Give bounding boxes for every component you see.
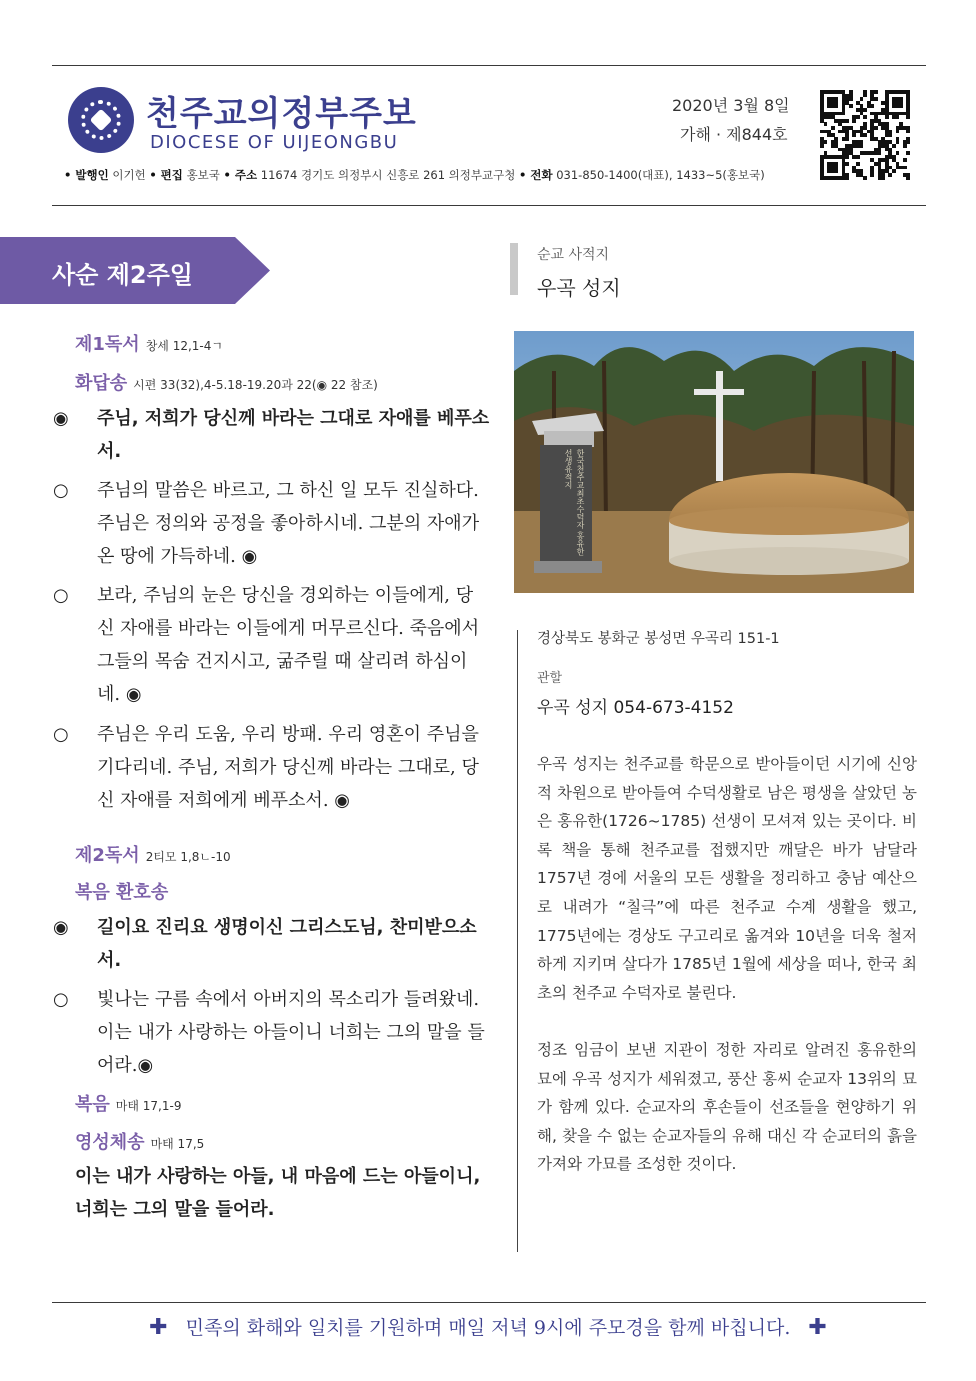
memorial-stone-inscription: 한국천주교최초수덕자 홍유한선생유적지: [564, 449, 585, 556]
qr-module: [856, 155, 860, 159]
qr-module: [903, 158, 907, 162]
psalm-ref: 시편 33(32),4-5.18-19.20과 22(◉ 22 참조): [133, 378, 378, 392]
editor-label: • 편집: [149, 168, 183, 182]
qr-module: [845, 137, 849, 141]
psalm-verse-3: [53, 718, 490, 817]
qr-module: [870, 104, 874, 108]
psalm-label: 화답송: [75, 373, 128, 394]
address-label: • 주소: [223, 168, 258, 182]
qr-module: [863, 133, 867, 137]
qr-module: [831, 126, 835, 130]
cross-icon: ✚: [808, 1315, 827, 1340]
issue-date: 2020년 3월 8일: [672, 96, 790, 115]
acclamation-label: 복음 환호송: [75, 882, 169, 903]
communion-ref: 마태 17,5: [150, 1137, 205, 1151]
masthead-subtitle: DIOCESE OF UIJEONGBU: [150, 132, 399, 153]
qr-module: [896, 115, 900, 119]
qr-module: [888, 133, 892, 137]
qr-module: [906, 130, 910, 134]
qr-module: [860, 97, 864, 101]
shrine-paragraph-1: 우곡 성지는 천주교를 학문으로 받아들이던 시기에 신앙적 차원으로 받아들여 수덕생활로 남은 평생을 살았던 농은 홍유한(1726~1785) 선생이 모셔져 있는 곳이다. 비록 책을 통해 천주교를 접했지만 깨달은 바가 남달라 1757년 경에 서울의 모든 생활을 정리하고 충남 예산으로 내려가 “칠극”에 따른 천주교 수계 생활을 했고, 1775년에는 경상도 구고리로 옮겨와 10년을 더욱 철저하게 지키며 살다가 1785년 1월에 세상을 떠나, 한국 최초의 천주교 수덕자로 불린다.: [537, 755, 917, 1002]
gospel-heading: [75, 1090, 181, 1116]
qr-module: [870, 173, 874, 177]
qr-module: [845, 119, 849, 123]
qr-module: [892, 169, 896, 173]
column-divider: [517, 630, 518, 1252]
qr-module: [820, 144, 824, 148]
qr-module: [896, 130, 900, 134]
qr-module: [881, 176, 885, 180]
qr-module: [906, 115, 910, 119]
section-marker-bar: [510, 243, 518, 295]
qr-module: [834, 169, 838, 173]
management-label: 관할: [537, 671, 563, 686]
acclamation-response-text: 길이요 진리요 생명이신 그리스도님, 찬미받으소서.: [97, 917, 477, 971]
reading1-ref: 창세 12,1-4ㄱ: [145, 339, 223, 353]
management-contact: 우곡 성지 054-673-4152: [537, 698, 734, 718]
issue-number: 가해 · 제844호: [680, 125, 788, 144]
qr-module: [906, 151, 910, 155]
qr-module: [824, 122, 828, 126]
verse-mark: ○: [53, 480, 69, 501]
qr-module: [824, 140, 828, 144]
response-mark: ◉: [53, 408, 69, 429]
phone-label: • 전화: [519, 168, 553, 182]
acclamation-verse: [53, 983, 490, 1082]
qr-module: [906, 140, 910, 144]
communion-label: 영성체송: [75, 1132, 145, 1153]
gospel-label: 복음: [75, 1094, 110, 1115]
psalm-heading: [75, 369, 378, 395]
section-category: 순교 사적지: [537, 247, 610, 263]
shrine-paragraph-2: 정조 임금이 보낸 지관이 정한 자리로 알려진 홍유한의 묘에 우곡 성지가 세워졌고, 풍산 홍씨 순교자 13위의 묘가 함께 있다. 순교자의 후손들이 선조들을 현양하기 위해, 찾을 수 없는 순교자들의 유해 대신 각 순교터의 흙을 가져와 가묘를 조성한 것이다.: [537, 1041, 917, 1174]
qr-module: [885, 115, 889, 119]
cross-icon: ✚: [149, 1315, 168, 1340]
publisher-label: • 발행인: [64, 168, 109, 182]
qr-module: [892, 144, 896, 148]
header-bottom-rule: [52, 205, 926, 206]
section-title: 우곡 성지: [537, 276, 621, 300]
qr-module: [874, 90, 878, 94]
qr-module: [845, 162, 849, 166]
psalm-verse-text: 주님의 말씀은 바르고, 그 하신 일 모두 진실하다. 주님은 정의와 공정을 좋아하시네. 그분의 자애가 온 땅에 가득하네. ◉: [97, 480, 480, 567]
verse-mark: ○: [53, 724, 69, 745]
response-mark: ◉: [53, 917, 69, 938]
qr-module: [863, 108, 867, 112]
qr-module: [849, 104, 853, 108]
shrine-address: 경상북도 봉화군 봉성면 우곡리 151-1: [537, 631, 780, 647]
gospel-ref: 마태 17,1-9: [115, 1099, 182, 1113]
psalm-verse-text: 보라, 주님의 눈은 당신을 경외하는 이들에게, 당신 자애를 바라는 이들에게 머무르신다. 죽음에서 그들의 목숨 건지시고, 굶주릴 때 살리려 하심이네. ◉: [97, 585, 480, 705]
qr-module: [863, 115, 867, 119]
qr-module: [845, 176, 849, 180]
footer-rule: [52, 1302, 926, 1303]
phone: 031-850-1400(대표), 1433~5(홍보국): [556, 168, 765, 182]
verse-mark: ○: [53, 585, 69, 606]
top-rule: [52, 65, 926, 66]
acclamation-verse-text: 빛나는 구름 속에서 아버지의 목소리가 들려왔네. 이는 내가 사랑하는 아들이니 너희는 그의 말을 들어라.◉: [97, 989, 485, 1076]
qr-module: [896, 151, 900, 155]
qr-module: [845, 155, 849, 159]
qr-module: [856, 162, 860, 166]
qr-module: [834, 104, 838, 108]
sunday-title: 사순 제2주일: [52, 261, 193, 289]
psalm-verse-text: 주님은 우리 도움, 우리 방패. 우리 영혼이 주님을 기다리네. 주님, 저희가 당신께 바라는 그대로, 당신 자애를 저희에게 베푸소서. ◉: [97, 724, 479, 811]
credits-line: [64, 167, 765, 183]
reading2-ref: 2티모 1,8ㄴ-10: [145, 850, 231, 864]
reading1-heading: [75, 330, 223, 356]
reading1-label: 제1독서: [75, 334, 140, 355]
qr-module: [860, 144, 864, 148]
footer-prayer: [0, 1313, 976, 1340]
reading2-label: 제2독서: [75, 845, 140, 866]
qr-module: [849, 97, 853, 101]
qr-module: [903, 166, 907, 170]
qr-module: [856, 115, 860, 119]
psalm-verse-1: [53, 474, 490, 573]
qr-module: [903, 144, 907, 148]
editor: 홍보국: [186, 168, 220, 182]
verse-mark: ○: [53, 989, 69, 1010]
qr-module: [874, 126, 878, 130]
reading2-heading: [75, 841, 231, 867]
qr-module: [899, 104, 903, 108]
qr-module: [874, 97, 878, 101]
psalm-response-text: 주님, 저희가 당신께 바라는 그대로 자애를 베푸소서.: [97, 408, 490, 462]
shrine-photo: [514, 331, 914, 593]
communion-heading: [75, 1128, 204, 1154]
psalm-response: [53, 402, 490, 468]
qr-module: [852, 133, 856, 137]
diocese-logo: [68, 87, 134, 153]
communion-text: 이는 내가 사랑하는 아들, 내 마음에 드는 아들이니, 너희는 그의 말을 들어라.: [75, 1166, 481, 1220]
qr-module: [852, 119, 856, 123]
qr-module: [842, 112, 846, 116]
qr-code: [820, 90, 910, 180]
masthead-title: 천주교의정부주보: [146, 94, 417, 134]
acclamation-response: [53, 911, 490, 977]
acclamation-heading: [75, 878, 168, 904]
address: 11674 경기도 의정부시 신흥로 261 의정부교구청: [260, 168, 516, 182]
footer-prayer-text: 민족의 화해와 일치를 기원하며 매일 저녁 9시에 주모경을 함께 바칩니다.: [185, 1317, 791, 1339]
qr-module: [906, 176, 910, 180]
qr-module: [888, 173, 892, 177]
qr-module: [863, 94, 867, 98]
qr-module: [896, 140, 900, 144]
qr-module: [863, 176, 867, 180]
psalm-verse-2: [53, 579, 490, 711]
publisher: 이기헌: [112, 168, 146, 182]
qr-module: [878, 151, 882, 155]
